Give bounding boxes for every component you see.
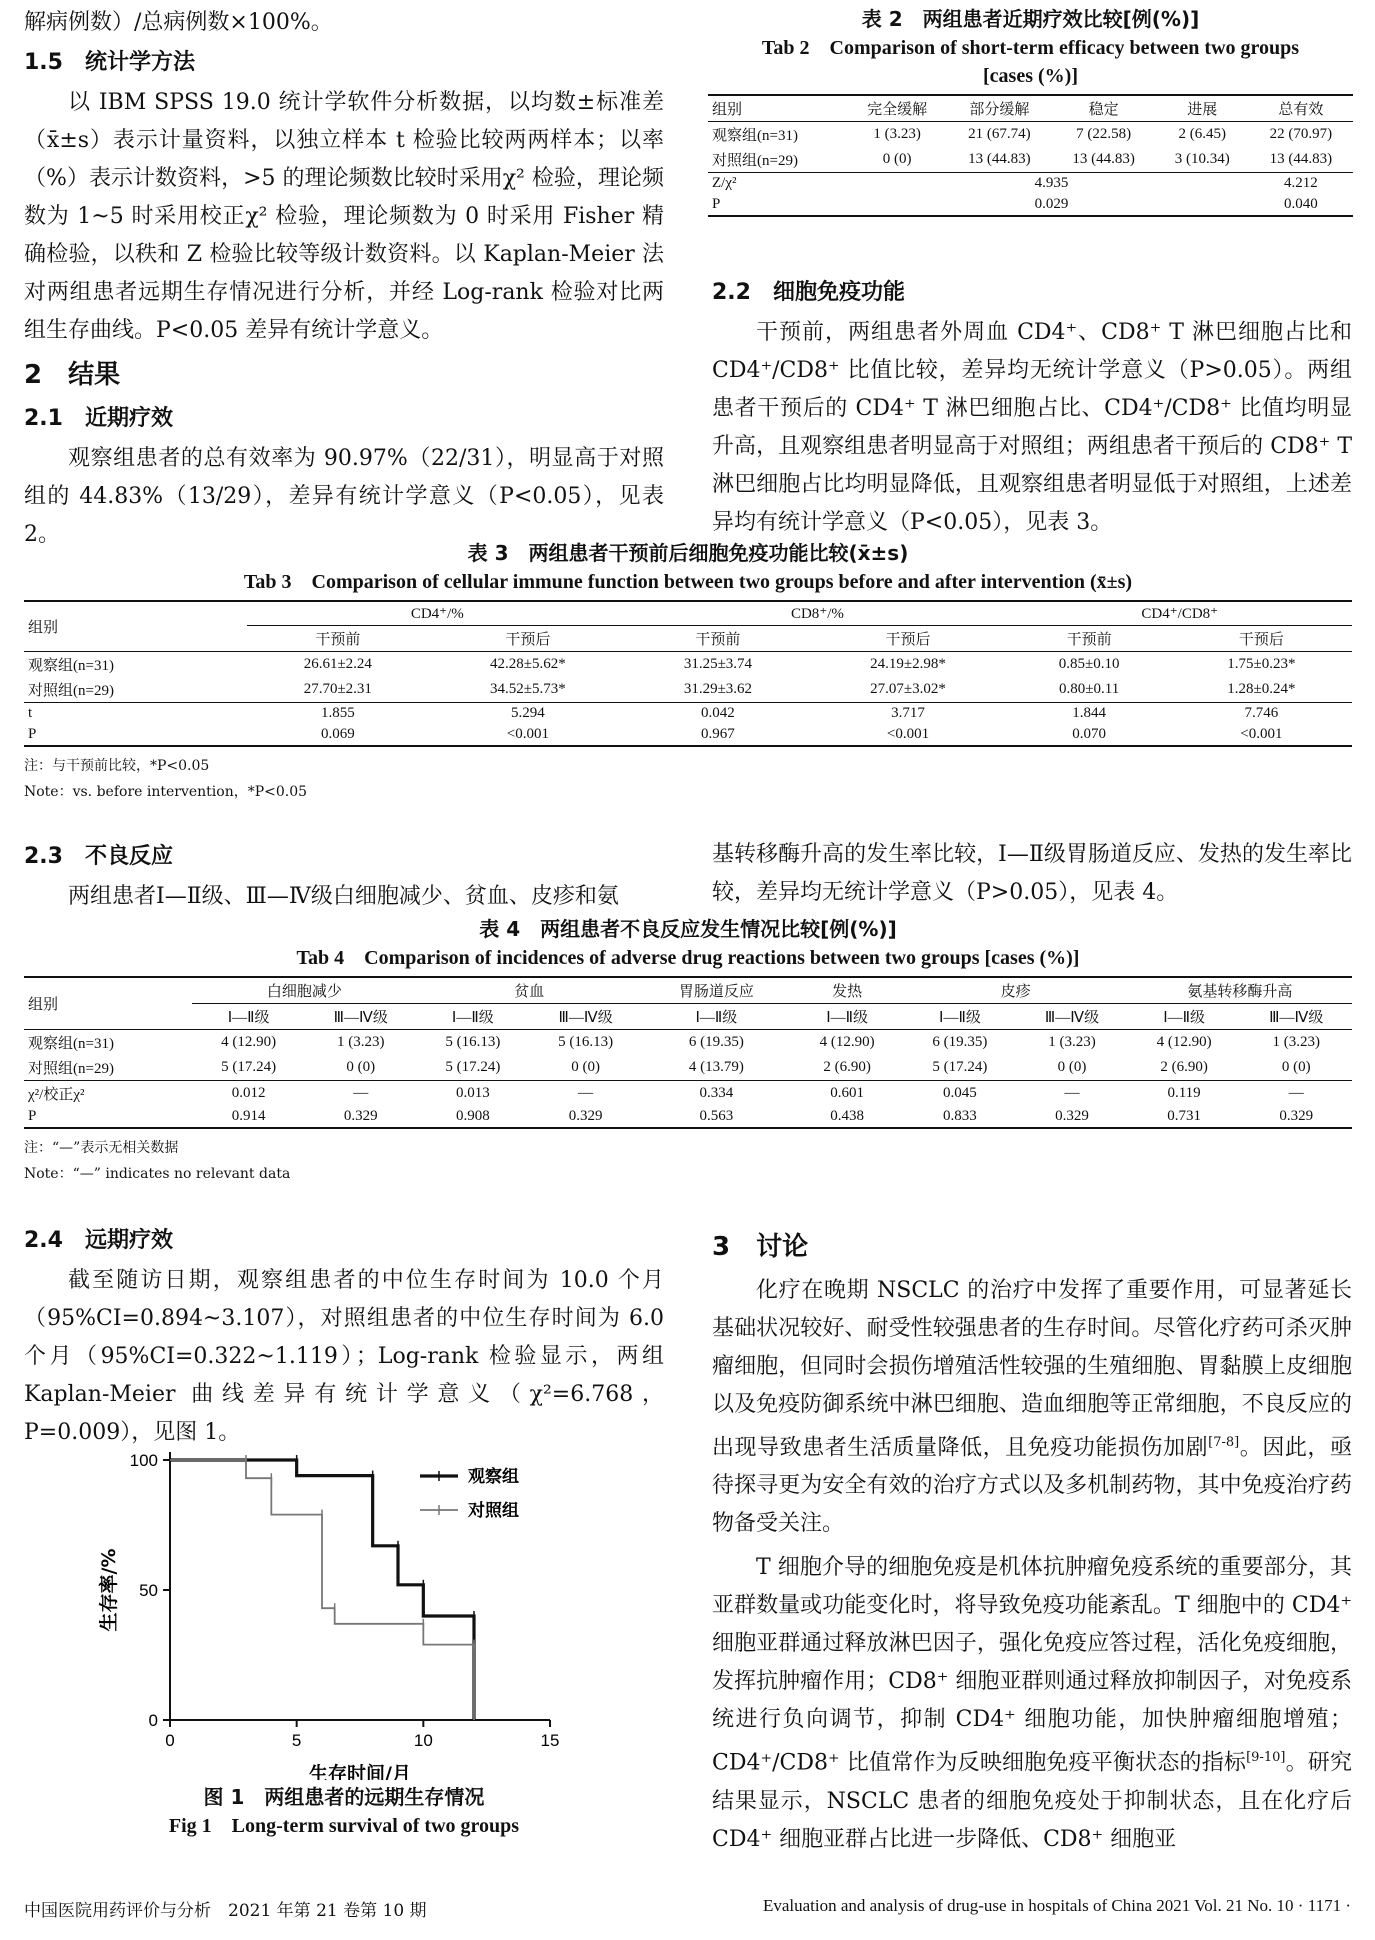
table2-cell [1156,173,1249,195]
table4-col-group: 贫血 [416,977,642,1004]
table3-subheader: 干预前 [315,632,361,648]
table3-cell: t [28,705,33,721]
table2-cell: 3 (10.34) [1174,151,1230,167]
table3-cell: 0.069 [320,726,355,742]
table4-subheader: Ⅲ—Ⅳ级 [1269,1010,1324,1026]
table4-cell: 4 (12.90) [1156,1034,1212,1050]
paragraph-long-term: 截至随访日期，观察组患者的中位生存时间为 10.0 个月（95%CI=0.894~3.107），对照组患者的中位生存时间为 6.0 个月（95%CI=0.322~1.119）；Log-rank 检验显示，两组 Kaplan-Meier 曲线差异有统计学意义（χ²=6.768，P=0.009），见图 1。 [24,1268,664,1445]
table3-cell: 5.294 [511,705,545,721]
table2-header: 组别 [712,102,743,118]
table3-cell: 1.75±0.23* [1227,656,1296,672]
y-tick-label: 100 [129,1451,158,1470]
table3-cell: 观察组(n=31) [28,658,114,674]
table3-cell: <0.001 [506,726,549,742]
left-top-column [24,4,664,554]
table3-subheader: 干预前 [695,632,741,648]
table2-cell [1156,194,1249,216]
table4-cell: 6 (19.35) [688,1034,744,1050]
table2-cell: 1 (3.23) [873,126,921,142]
table3-cell: 31.25±3.74 [683,656,753,672]
section-2-4 [24,1220,664,1452]
section-heading-2: 2 结果 [24,360,121,390]
table4-subheader: Ⅰ—Ⅱ级 [227,1010,270,1026]
table2-cell: 2 (6.45) [1178,126,1226,142]
table3-cell: 0.80±0.11 [1059,681,1120,697]
table3-cell: 26.61±2.24 [303,656,372,672]
table3-cell: <0.001 [886,726,930,742]
table2-stat-mid: 0.029 [1034,196,1069,212]
table2-stat-label: Z/χ² [712,175,737,191]
figure1-caption-en: Fig 1 Long-term survival of two groups [168,1815,520,1837]
legend-label: 观察组 [468,1467,519,1487]
x-tick-label: 0 [165,1731,175,1750]
table4-cell: 5 (16.13) [445,1034,501,1050]
table4-cell: 0.563 [699,1108,734,1124]
table2-header: 完全缓解 [867,102,928,118]
figure1 [90,1420,610,1780]
table4-cell: 2 (6.90) [1160,1059,1208,1075]
table4-cell: 0.119 [1167,1085,1201,1101]
table-row [24,1081,1352,1107]
table4-cell: χ²/校正χ² [28,1087,85,1103]
table-row [24,703,1352,725]
table4-cell: 0.731 [1167,1108,1201,1124]
table4-cell: 0.908 [455,1108,490,1124]
table2-cell: 13 (44.83) [1072,151,1135,167]
table-row [24,677,1352,703]
table4-cell: 0.329 [568,1108,603,1124]
table4-cell: — [578,1085,594,1101]
table3-cell: 27.07±3.02* [870,681,946,697]
table4-subheader: Ⅰ—Ⅱ级 [826,1010,869,1026]
table2-cell: 7 (22.58) [1076,126,1132,142]
table4-cell: 0.914 [231,1108,266,1124]
paragraph-short-term: 观察组患者的总有效率为 90.97%（22/31），明显高于对照组的 44.83%（13/29），差异有统计学意义（P<0.05），见表 2。 [24,446,664,547]
table-row [708,147,1353,173]
table4-cell: 0.329 [1279,1108,1314,1124]
table3-col-group: CD4⁺/% [247,601,627,626]
table3-subheader: 干预后 [505,632,551,648]
y-axis-label: 生存率/% [98,1548,120,1632]
table2-cell: 22 (70.97) [1269,126,1333,142]
table4 [24,976,1352,1129]
table3-caption-cn: 表 3 两组患者干预前后细胞免疫功能比较(x̄±s) [467,541,909,565]
table4-cell: 0.329 [1055,1108,1089,1124]
y-tick-label: 50 [139,1581,158,1600]
table4-cell: 0 (0) [346,1059,376,1075]
table4-cell: — [1064,1085,1080,1101]
table2-cell: 13 (44.83) [1269,151,1333,167]
table4-subheader: Ⅰ—Ⅱ级 [939,1010,981,1026]
section-2-3-left [24,836,664,916]
table3-note-en: Note：vs. before intervention，*P<0.05 [24,784,308,800]
table4-col-group: 白细胞减少 [192,977,416,1004]
table3-cell: <0.001 [1240,726,1283,742]
table2-stat-mid: 4.935 [1034,175,1069,191]
table4-cell: 6 (19.35) [932,1034,988,1050]
table-row [24,1055,1352,1081]
x-tick-label: 5 [291,1731,302,1750]
citation-7-8: [7-8] [1208,1435,1240,1450]
table2-block [708,4,1353,217]
table4-cell: 1 (3.23) [1272,1034,1320,1050]
paragraph-adverse-left: 两组患者Ⅰ—Ⅱ级、Ⅲ—Ⅳ级白细胞减少、贫血、皮疹和氨 [68,884,619,909]
discussion-1-end: 。因此，亟待探寻更为安全有效的治疗方式以及多机制药物，其中免疫治疗药物备受关注。 [712,1435,1352,1537]
table4-cell: 0.329 [343,1108,378,1124]
table4-cell: 0.012 [231,1085,266,1101]
table2 [708,94,1353,217]
table2-cell: 13 (44.83) [968,151,1031,167]
table4-note-en: Note：“—” indicates no relevant data [24,1166,291,1182]
table4-col-group: 皮疹 [904,977,1128,1004]
table4-note-cn: 注：“—”表示无相关数据 [24,1140,179,1156]
section-heading-3: 3 讨论 [712,1232,809,1262]
table2-cell: 对照组(n=29) [712,153,798,169]
section-heading-2-3: 2.3 不良反应 [24,844,173,869]
x-tick-label: 10 [413,1731,433,1750]
section-heading-2-2: 2.2 细胞免疫功能 [712,280,905,305]
table3-cell: 27.70±2.31 [303,681,372,697]
survival-chart [90,1420,610,1780]
table4-cell: 0 (0) [1057,1059,1087,1075]
table4-header-row [24,977,1352,1004]
section-3 [712,1222,1352,1859]
table4-subheader: Ⅰ—Ⅱ级 [1163,1010,1205,1026]
table3-cell: 34.52±5.73* [490,681,566,697]
table2-caption-en: Tab 2 Comparison of short-term efficacy between two groups [cases (%)] [761,37,1300,87]
table3-cell: 42.28±5.62* [490,656,566,672]
table4-cell: 0 (0) [571,1059,601,1075]
table3-header-row [24,601,1352,626]
table4-cell: 4 (12.90) [221,1034,277,1050]
table4-cell: 5 (17.24) [932,1059,988,1075]
table3 [24,600,1352,747]
table4-cell: 1 (3.23) [1048,1034,1096,1050]
table3-caption-en: Tab 3 Comparison of cellular immune function between two groups before and after intervention (x̄±s) [243,571,1133,593]
table2-cell: 观察组(n=31) [712,128,798,144]
table4-cell: 4 (13.79) [688,1059,744,1075]
paragraph-statistics: 以 IBM SPSS 19.0 统计学软件分析数据，以均数±标准差（x̄±s）表示计量资料，以独立样本 t 检验比较两两样本；以率（%）表示计数资料，>5 的理论频数比较时采用χ² 检验，理论频数为 1~5 时采用校正χ² 检验，理论频数为 0 时采用 Fisher 精确检验，以秩和 Z 检验比较等级计数资料。以 Kaplan-Meier 法对两组患者远期生存情况进行分析，并经 Log-rank 检验对比两组生存曲线。P<0.05 差异有统计学意义。 [24,90,664,343]
x-axis-label: 生存时间/月 [309,1763,411,1780]
table4-cell: 1 (3.23) [336,1034,385,1050]
paragraph-immune: 干预前，两组患者外周血 CD4⁺、CD8⁺ T 淋巴细胞占比和 CD4⁺/CD8⁺ 比值比较，差异均无统计学意义（P>0.05）。两组患者干预后的 CD4⁺ T 淋巴细胞占比、CD4⁺/CD8⁺ 比值均明显升高，且观察组患者明显高于对照组；两组患者干预后的 CD8⁺ T 淋巴细胞占比均明显降低，且观察组患者明显低于对照组，上述差异均有统计学意义（P<0.05），见表 3。 [712,320,1352,535]
table-row [708,173,1353,195]
discussion-2-text: T 细胞介导的细胞免疫是机体抗肿瘤免疫系统的重要部分，其亚群数量或功能变化时，将导致免疫功能紊乱。T 细胞中的 CD4⁺ 细胞亚群通过释放淋巴因子，强化免疫应答过程，活化免疫细胞，发挥抗肿瘤作用；CD8⁺ 细胞亚群则通过释放抑制因子，对免疫系统进行负向调节，抑制 CD4⁺ 细胞功能，加快肿瘤细胞增殖；CD4⁺/CD8⁺ 比值常作为反映细胞免疫平衡状态的指标 [712,1555,1352,1776]
y-tick-label: 0 [148,1711,158,1730]
table4-cell: 0.334 [699,1085,734,1101]
table3-cell: 24.19±2.98* [870,656,946,672]
table2-stat-last: 4.212 [1284,175,1318,191]
footer-left: 中国医院用药评价与分析 2021 年第 21 卷第 10 期 [24,1901,427,1921]
footer-right: Evaluation and analysis of drug-use in hospitals of China 2021 Vol. 21 No. 10 · 1171 · [762,1896,1351,1915]
table4-cell: 0.833 [943,1108,977,1124]
section-heading-2-1: 2.1 近期疗效 [24,406,173,431]
table4-caption-cn: 表 4 两组患者不良反应发生情况比较[例(%)] [479,917,897,941]
table4-col-group: 发热 [791,977,904,1004]
table2-cell [847,173,948,195]
section-heading-1-5: 1.5 统计学方法 [24,50,195,75]
discussion-2-end: 。研究结果显示，NSCLC 患者的细胞免疫处于抑制状态，且在化疗后 CD4⁺ 细胞亚群占比进一步降低、CD8⁺ 细胞亚 [712,1750,1352,1852]
table3-cell: 31.29±3.62 [683,681,753,697]
table4-subheader: Ⅰ—Ⅱ级 [451,1010,494,1026]
section-2-3-right [712,836,1352,912]
table4-cell: P [28,1108,37,1124]
table-row [708,122,1353,148]
table4-cell: 2 (6.90) [823,1059,871,1075]
table4-cell: 0.601 [830,1085,864,1101]
table-row [24,1030,1352,1056]
table4-caption-en: Tab 4 Comparison of incidences of adverse drug reactions between two groups [cases (%)] [296,947,1080,969]
paragraph-discussion-1 [712,1272,1352,1543]
table3-cell: 1.844 [1072,705,1106,721]
table3-cell: 0.967 [701,726,735,742]
table4-block [24,914,1352,1187]
table2-caption-cn: 表 2 两组患者近期疗效比较[例(%)] [861,7,1200,31]
table2-header: 进展 [1187,102,1218,118]
table3-cell: 1.28±0.24* [1227,681,1296,697]
table3-subheader: 干预前 [1066,632,1112,648]
table3-note-cn: 注：与干预前比较，*P<0.05 [24,758,210,774]
table3-cell: 7.746 [1244,705,1279,721]
table3-col-group: CD8⁺/% [627,601,1007,626]
table4-group-header: 组别 [28,997,59,1013]
table4-cell: 0.013 [455,1085,490,1101]
table4-cell: — [353,1085,369,1101]
table2-stat-label: P [712,196,721,212]
table3-cell: 0.042 [701,705,735,721]
table-row [24,1106,1352,1128]
table3-block [24,538,1352,805]
figure1-caption-cn: 图 1 两组患者的远期生存情况 [203,1785,485,1809]
table4-subheader: Ⅲ—Ⅳ级 [558,1010,613,1026]
table4-cell: 4 (12.90) [819,1034,875,1050]
table3-cell: 0.070 [1072,726,1106,742]
table3-cell: P [28,726,37,742]
table2-cell: 0 (0) [882,151,912,167]
table4-subheader-row [24,1004,1352,1030]
section-heading-2-4: 2.4 远期疗效 [24,1228,173,1253]
table4-cell: 0.045 [943,1085,977,1101]
table3-cell: 0.85±0.10 [1058,656,1120,672]
x-tick-label: 15 [540,1731,560,1750]
right-top-column [712,272,1352,542]
table4-cell: — [1288,1085,1304,1101]
table-row [24,724,1352,746]
figure1-captions [24,1782,664,1840]
citation-9-10: [9-10] [1246,1750,1286,1766]
table2-header: 部分缓解 [969,102,1030,118]
table4-cell: 5 (17.24) [445,1059,501,1075]
table4-col-group: 氨基转移酶升高 [1128,977,1352,1004]
table4-col-group: 胃肠道反应 [642,977,791,1004]
table3-group-header: 组别 [28,620,59,636]
table3-cell: 对照组(n=29) [28,683,114,699]
table3-cell: 1.855 [320,705,355,721]
discussion-1-text: 化疗在晚期 NSCLC 的治疗中发挥了重要作用，可显著延长基础状况较好、耐受性较强患者的生存时间。尽管化疗药可杀灭肿瘤细胞，但同时会损伤增殖活性较强的生殖细胞、胃黏膜上皮细胞以及免疫防御系统中淋巴细胞、造血细胞等正常细胞，不良反应的出现导致患者生活质量降低，且免疫功能损伤加剧 [712,1278,1352,1461]
table4-subheader: Ⅰ—Ⅱ级 [695,1010,738,1026]
table4-subheader: Ⅲ—Ⅳ级 [333,1010,388,1026]
series-line-control [170,1460,474,1720]
table2-stat-last: 0.040 [1284,196,1318,212]
paragraph-discussion-2 [712,1549,1352,1858]
legend-label: 对照组 [468,1501,519,1521]
table4-cell: 5 (17.24) [221,1059,277,1075]
table3-subheader: 干预后 [885,632,931,648]
table3-col-group: CD4⁺/CD8⁺ [1007,601,1352,626]
table3-cell: 3.717 [891,705,925,721]
table4-cell: 对照组(n=29) [28,1061,114,1077]
table4-subheader: Ⅲ—Ⅳ级 [1044,1010,1100,1026]
table-row [708,194,1353,216]
table4-cell: 0 (0) [1281,1059,1311,1075]
table2-header: 总有效 [1278,102,1324,118]
paragraph-adverse-right: 基转移酶升高的发生率比较，Ⅰ—Ⅱ级胃肠道反应、发热的发生率比较，差异均无统计学意义（P>0.05），见表 4。 [712,842,1352,905]
table-row [24,652,1352,678]
table2-cell: 21 (67.74) [968,126,1031,142]
table2-header: 稳定 [1088,102,1119,118]
table4-cell: 0.438 [830,1108,864,1124]
paragraph-continuation: 解病例数）/总病例数×100%。 [24,10,333,35]
table2-cell [847,194,948,216]
table4-cell: 观察组(n=31) [28,1036,114,1052]
table3-subheader: 干预后 [1238,632,1284,648]
table4-cell: 5 (16.13) [558,1034,614,1050]
